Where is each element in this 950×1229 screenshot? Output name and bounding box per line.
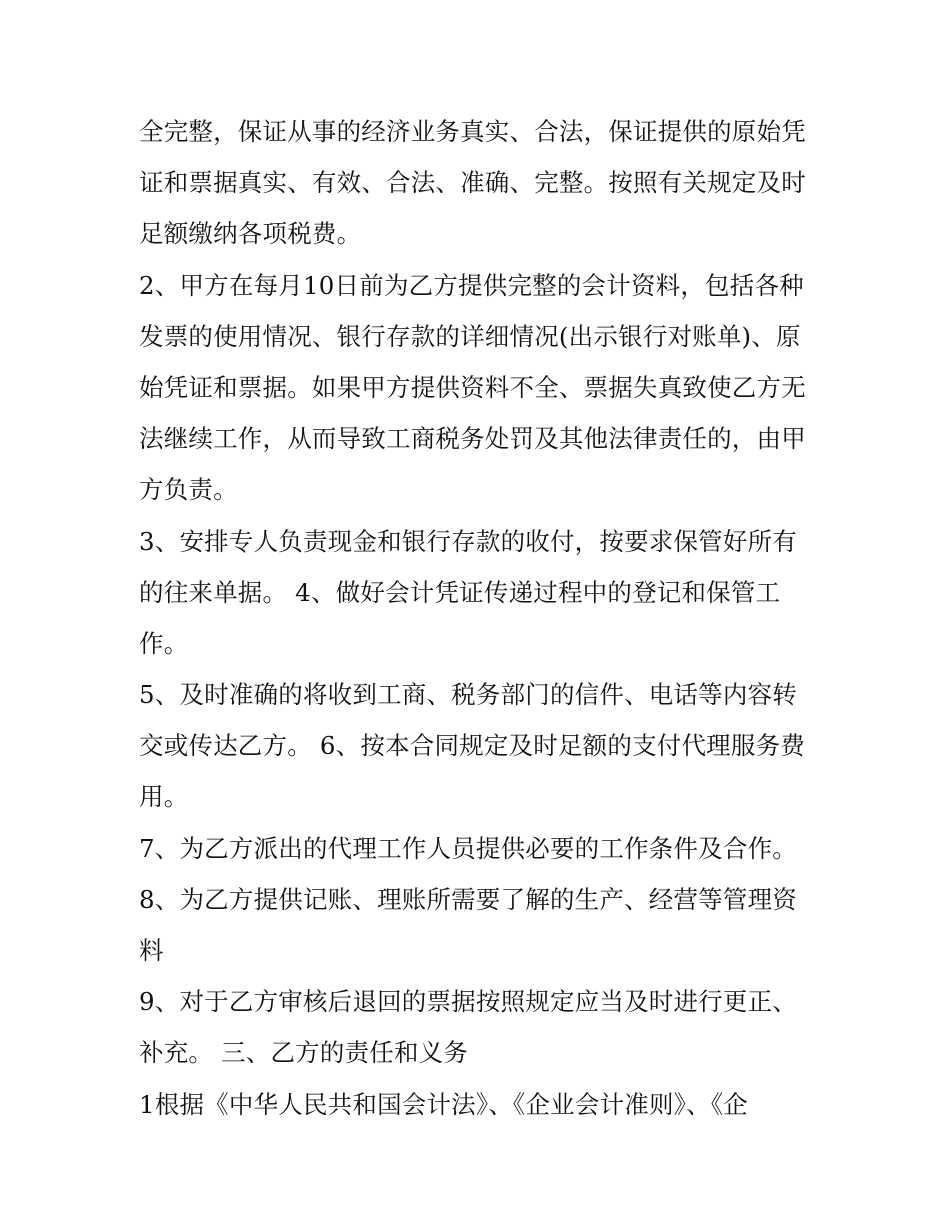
text-line: 全完整，保证从事的经济业务真实、合法，保证提供的原始凭	[139, 117, 806, 146]
paragraph-6	[139, 874, 819, 976]
text-line: 交或传达乙方。 6、按本合同规定及时足额的支付代理服务费	[139, 731, 805, 761]
text-line: 用。	[139, 782, 189, 812]
text-line: 法继续工作，从而导致工商税务处罚及其他法律责任的，由甲	[139, 424, 806, 454]
paragraph-7	[139, 976, 819, 1078]
paragraph-5	[139, 823, 819, 874]
text-line: 5、及时准确的将收到工商、税务部门的信件、电话等内容转	[139, 680, 797, 710]
text-line: 1根据《中华人民共和国会计法》、《企业会计准则》、《企	[139, 1089, 748, 1119]
text-line: 8、为乙方提供记账、理账所需要了解的生产、经营等管理资	[139, 884, 797, 914]
text-line: 9、对于乙方审核后退回的票据按照规定应当及时进行更正、	[139, 987, 797, 1017]
text-line: 证和票据真实、有效、合法、准确、完整。按照有关规定及时	[139, 168, 806, 198]
text-line: 作。	[139, 628, 189, 658]
text-line: 发票的使用情况、银行存款的详细情况(出示银行对账单)、原	[139, 321, 801, 351]
paragraph-8	[139, 1079, 819, 1130]
paragraph-4	[139, 669, 819, 823]
text-line: 的往来单据。 4、做好会计凭证传递过程中的登记和保管工	[139, 577, 781, 607]
text-line: 2、甲方在每月10日前为乙方提供完整的会计资料，包括各种	[139, 270, 804, 300]
text-line: 始凭证和票据。如果甲方提供资料不全、票据失真致使乙方无	[139, 372, 806, 402]
text-line: 3、安排专人负责现金和银行存款的收付，按要求保管好所有	[139, 526, 797, 556]
document-body	[139, 106, 819, 1130]
text-line: 方负责。	[139, 475, 238, 505]
text-line: 补充。 三、乙方的责任和义务	[139, 1038, 469, 1068]
paragraph-2	[139, 260, 819, 516]
text-line: 料	[139, 936, 164, 965]
paragraph-3	[139, 516, 819, 670]
text-line: 7、为乙方派出的代理工作人员提供必要的工作条件及合作。	[139, 833, 797, 863]
text-line: 足额缴纳各项税费。	[139, 219, 362, 249]
paragraph-1	[139, 106, 819, 260]
